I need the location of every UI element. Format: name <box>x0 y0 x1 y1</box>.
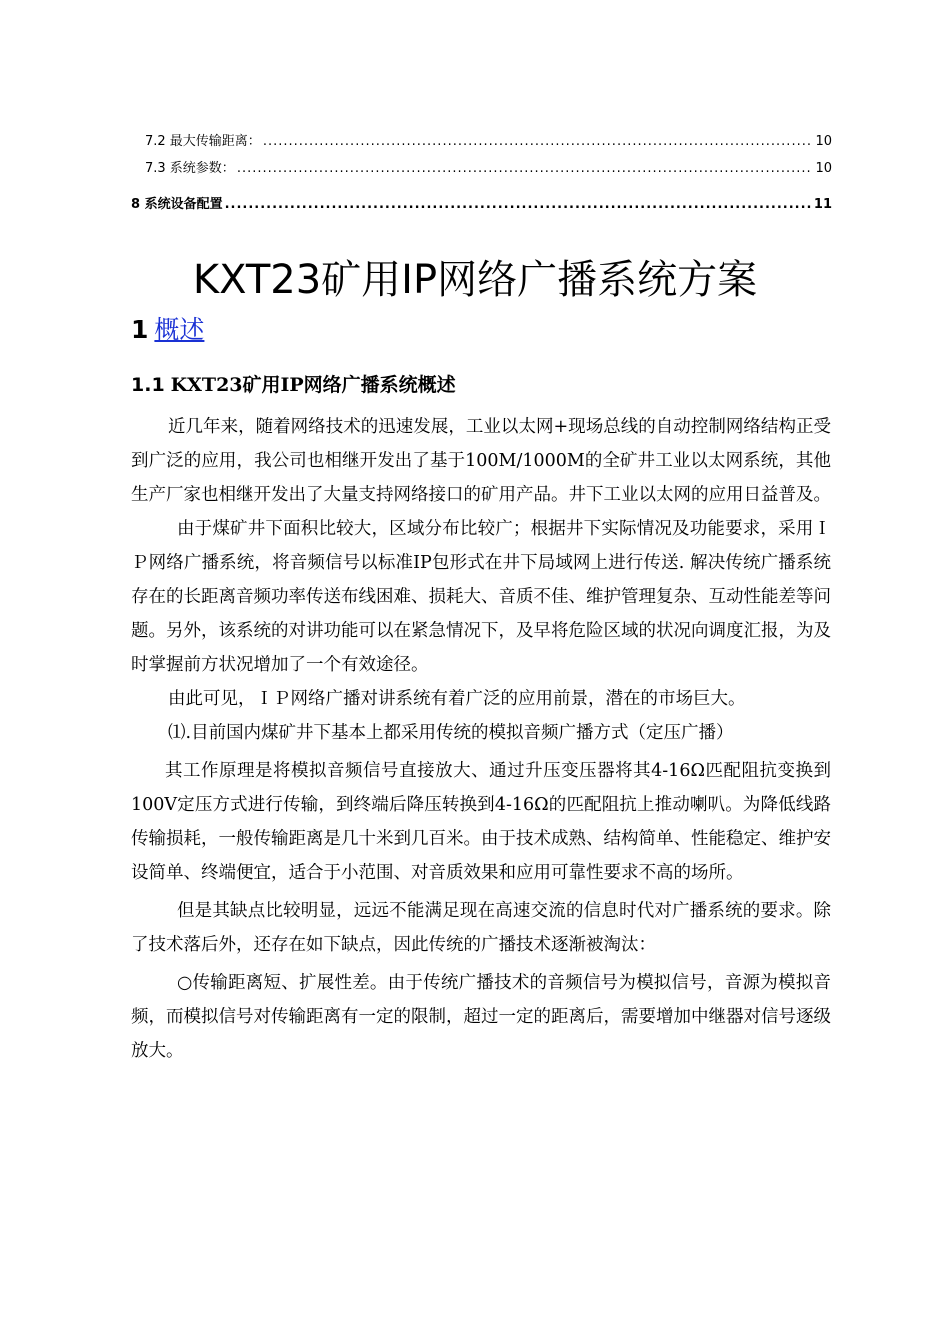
paragraph: ⑴.目前国内煤矿井下基本上都采用传统的模拟音频广播方式（定压广播） <box>168 723 734 743</box>
paragraph: 但是其缺点比较明显，远远不能满足现在高速交流的信息时代对广播系统的要求。除了技术落后外，还存在如下缺点，因此传统的广播技术逐渐被淘汰： <box>131 901 831 955</box>
toc-entry-8[interactable] <box>131 193 832 212</box>
body-text <box>131 410 831 1068</box>
toc-entry-label: 7.3 系统参数： <box>145 161 235 176</box>
section-1-heading <box>131 310 204 350</box>
section-number: 1.1 <box>131 374 165 396</box>
paragraph: 由此可见，ＩＰ网络广播对讲系统有着广泛的应用前景，潜在的市场巨大。 <box>168 689 746 709</box>
paragraph: 其工作原理是将模拟音频信号直接放大、通过升压变压器将其4-16Ω匹配阻抗变换到100V定压方式进行传输，到终端后降压转换到4-16Ω的匹配阻抗上推动喇叭。为降低线路传输损耗，一般传输距离是几十米到几百米。由于技术成熟、结构简单、性能稳定、维护安设简单、终端便宜，适合于小范围、对音质效果和应用可靠性要求不高的场所。 <box>131 761 831 883</box>
toc-entry-page: 10 <box>815 134 832 149</box>
toc-entry-page: 11 <box>813 197 832 212</box>
paragraph: ○传输距离短、扩展性差。由于传统广播技术的音频信号为模拟信号，音源为模拟音频，而模拟信号对传输距离有一定的限制，超过一定的距离后，需要增加中继器对信号逐级放大。 <box>131 973 831 1061</box>
toc-entry-label: 7.2 最大传输距离： <box>145 134 261 149</box>
toc-leader-dots <box>237 161 814 176</box>
paragraph: 由于煤矿井下面积比较大，区域分布比较广；根据井下实际情况及功能要求，采用ＩＰ网络广播系统，将音频信号以标准IP包形式在井下局域网上进行传送. 解决传统广播系统存在的长距离音频功率传送布线困难、损耗大、音质不佳、维护管理复杂、互动性能差等问题。另外，该系统的对讲功能可以在紧急情况下，及早将危险区域的状况向调度汇报，为及时掌握前方状况增加了一个有效途径。 <box>131 519 831 675</box>
document-title: KXT23矿用IP网络广播系统方案 <box>192 257 758 303</box>
toc-entry-label: 8 系统设备配置 <box>131 197 223 212</box>
toc-leader-dots <box>225 197 812 212</box>
section-1-1-heading <box>131 370 456 400</box>
paragraph: 近几年来，随着网络技术的迅速发展，工业以太网+现场总线的自动控制网络结构正受到广泛的应用，我公司也相继开发出了基于100M/1000M的全矿井工业以太网系统，其他生产厂家也相继开发出了大量支持网络接口的矿用产品。井下工业以太网的应用日益普及。 <box>131 417 831 505</box>
toc-leader-dots <box>263 134 814 149</box>
toc-entry-7-3[interactable] <box>145 157 832 176</box>
toc-entry-7-2[interactable] <box>145 130 832 149</box>
section-1-link[interactable]: 概述 <box>154 315 205 344</box>
toc-entry-page: 10 <box>815 161 832 176</box>
section-title: KXT23矿用IP网络广播系统概述 <box>170 374 456 396</box>
section-number: 1 <box>131 315 149 344</box>
